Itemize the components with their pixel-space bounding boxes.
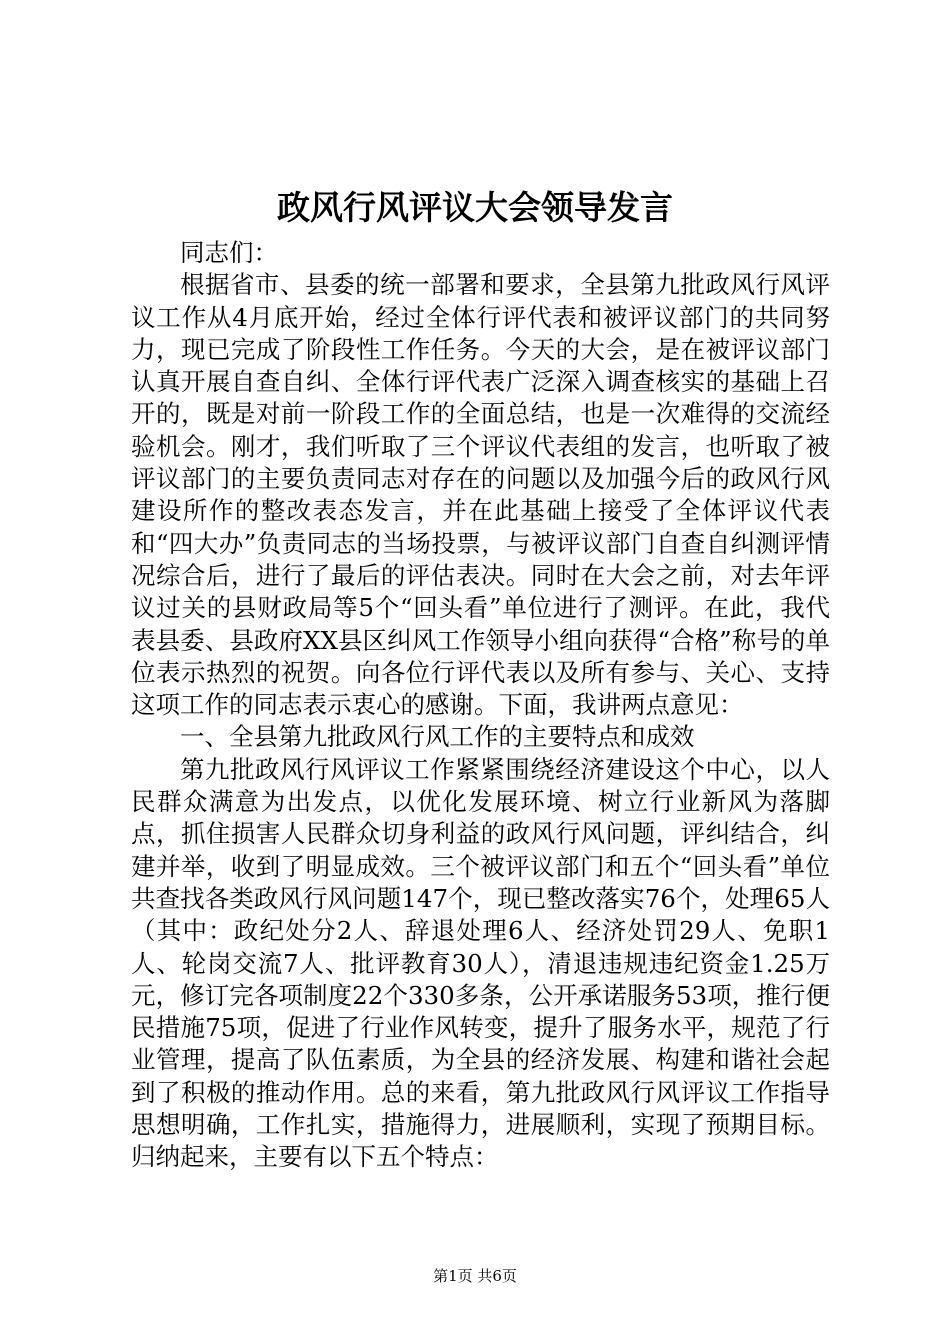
document-title: 政风行风评议大会领导发言 <box>277 188 673 227</box>
body-paragraph: 第九批政风行风评议工作紧紧围绕经济建设这个中心，以人民群众满意为出发点，以优化发展环境、树立行业新风为落脚点，抓住损害人民群众切身利益的政风行风问题，评纠结合，纠建并举，收到了明显成效。三个被评议部门和五个“回头看”单位共查找各类政风行风问题147个，现已整改落实76个，处理65人（其中：政纪处分2人、辞退处理6人、经济处罚29人、免职1人、轮岗交流7人、批评教育30人），清退违规违纪资金1.25万元，修订完各项制度22个330多条，公开承诺服务53项，推行便民措施75项，促进了行业作风转变，提升了服务水平，规范了行业管理，提高了队伍素质，为全县的经济发展、构建和谐社会起到了积极的推动作用。总的来看，第九批政风行风评议工作指导思想明确，工作扎实，措施得力，进展顺利，实现了预期目标。归纳起来，主要有以下五个特点： <box>131 754 830 1172</box>
section-heading: 一、全县第九批政风行风工作的主要特点和成效 <box>180 722 695 752</box>
page-number-footer: 第1页 共6页 <box>433 1267 517 1285</box>
body-paragraph: 根据省市、县委的统一部署和要求，全县第九批政风行风评议工作从4月底开始，经过全体行评代表和被评议部门的共同努力，现已完成了阶段性工作任务。今天的大会，是在被评议部门认真开展自查自纠、全体行评代表广泛深入调查核实的基础上召开的，既是对前一阶段工作的全面总结，也是一次难得的交流经验机会。刚才，我们听取了三个评议代表组的发言，也听取了被评议部门的主要负责同志对存在的问题以及加强今后的政风行风建设所作的整改表态发言，并在此基础上接受了全体评议代表和“四大办”负责同志的当场投票，与被评议部门自查自纠测评情况综合后，进行了最后的评估表决。同时在大会之前，对去年评议过关的县财政局等5个“回头看”单位进行了测评。在此，我代表县委、县政府XX县区纠风工作领导小组向获得“合格”称号的单位表示热烈的祝贺。向各位行评代表以及所有参与、关心、支持这项工作的同志表示衷心的感谢。下面，我讲两点意见： <box>131 270 830 720</box>
salutation-paragraph: 同志们： <box>180 238 278 267</box>
document-body <box>131 237 830 1174</box>
